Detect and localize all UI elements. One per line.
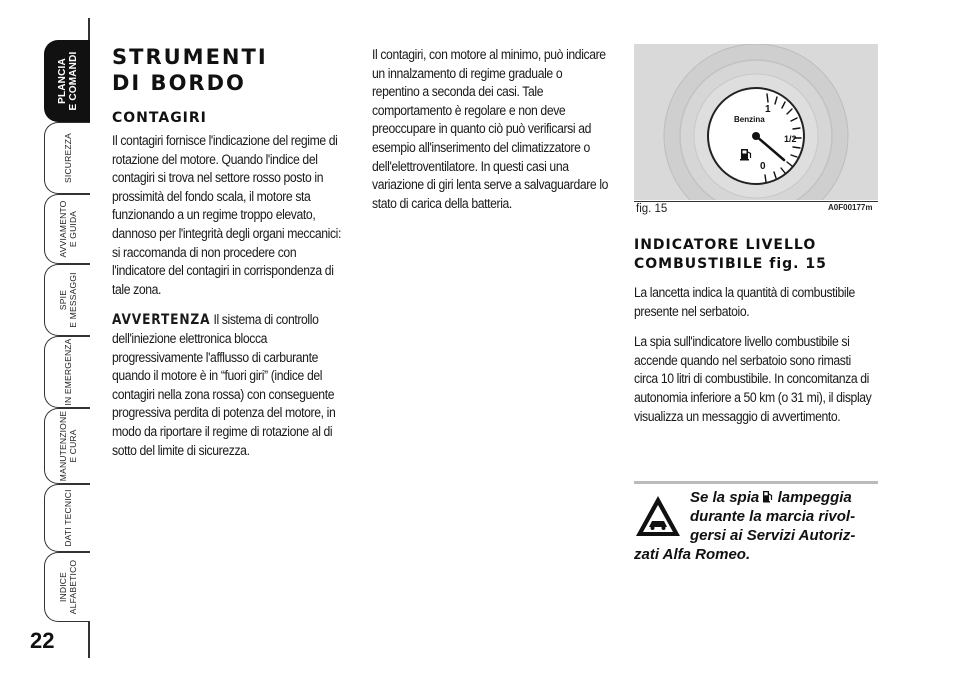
caution-text xyxy=(634,488,878,564)
column-1 xyxy=(112,44,350,472)
section-heading-indicatore-livello xyxy=(634,236,878,274)
tab-label: SPIE E MESSAGGI xyxy=(57,272,78,328)
paragraph-spia: La spia sull'indicatore livello combustibile si accende quando nel serbatoio sono rimasti circa 10 litri di combustibile. In concomitanza di autonomia inferiore a 50 km (o 31 mi), il display visualizza un messaggio di avvertimento. xyxy=(634,334,872,425)
gauge-mark-empty: 0 xyxy=(760,161,766,172)
page-title-line2: DI BORDO xyxy=(112,71,246,95)
tab-avviamento-e-guida[interactable] xyxy=(44,194,90,264)
gauge-mark-full: 1 xyxy=(765,104,771,115)
section-heading-contagiri: CONTAGIRI xyxy=(112,110,207,126)
avvertenza-keyword: AVVERTENZA xyxy=(112,312,211,329)
gauge-mark-half: 1/2 xyxy=(784,134,797,144)
tab-dati-tecnici[interactable] xyxy=(44,484,90,552)
caution-line-1a: Se la spia xyxy=(690,489,760,506)
tab-label: AVVIAMENTO E GUIDA xyxy=(57,200,78,258)
gauge-label: Benzina xyxy=(734,115,765,124)
caution-line-2: durante la marcia rivol- xyxy=(690,508,856,525)
tab-label: SICUREZZA xyxy=(62,133,73,183)
tab-spie-e-messaggi[interactable] xyxy=(44,264,90,336)
section-heading-line2: COMBUSTIBILE fig. 15 xyxy=(634,256,827,272)
caution-line-1 xyxy=(634,488,878,507)
avvertenza-text: Il sistema di controllo dell'iniezione elettronica blocca progressivamente l'afflusso di carburante quando il motore è in “fuori giri” (indice del contagiri nella zona rossa) con conseguente progressiva perdita di potenza del motore, in modo da riportare il regime di rotazione al di sotto del limite di sicurezza. xyxy=(112,312,336,459)
caution-line-4: zati Alfa Romeo. xyxy=(634,546,751,563)
tab-label: PLANCIA E COMANDI xyxy=(56,51,79,111)
tab-sicurezza[interactable] xyxy=(44,122,90,194)
caution-line-3: gersi ai Servizi Autoriz- xyxy=(690,527,856,544)
tab-label: IN EMERGENZA xyxy=(62,338,73,406)
page-title-line1: STRUMENTI xyxy=(112,45,268,69)
paragraph-contagiri: Il contagiri fornisce l'indicazione del regime di rotazione del motore. Quando l'indice del contagiri si trova nel settore rosso posto in prossimità del fondo scala, il motore sta funzionando a un regime troppo elevato, dannoso per l'integrità degli organi meccanici: si raccomanda di non procedere con l'indicatore del contagiri in corrispondenza di tale zona. xyxy=(112,133,341,298)
tab-manutenzione-e-cura[interactable] xyxy=(44,408,90,484)
paragraph-lancetta: La lancetta indica la quantità di combustibile presente nel serbatoio. xyxy=(634,285,855,320)
section-heading-line1: INDICATORE LIVELLO xyxy=(634,237,817,253)
column-2 xyxy=(372,46,612,225)
figure-rule xyxy=(634,201,878,202)
chapter-tabs xyxy=(0,0,92,692)
page-number: 22 xyxy=(30,628,55,653)
figure-caption: fig. 15 xyxy=(636,203,668,215)
tab-indice-alfabetico[interactable] xyxy=(44,552,90,622)
tab-in-emergenza[interactable] xyxy=(44,336,90,408)
fuel-pump-icon xyxy=(763,491,773,503)
paragraph-contagiri-minimo: Il contagiri, con motore al minimo, può indicare un innalzamento di regime graduale o repentino a seconda dei casi. Tale comportamento è regolare e non deve preoccupare in quanto ciò può verificarsi ad esempio all'inserimento del climatizzatore o dell'elettroventilatore. In questi casi una variazione di giri lenta serve a salvaguardare lo stato di carica della batteria. xyxy=(372,47,609,212)
paragraph-avvertenza xyxy=(112,311,349,460)
fuel-gauge-illustration xyxy=(634,44,878,200)
tab-label: DATI TECNICI xyxy=(62,489,73,547)
tab-label: MANUTENZIONE E CURA xyxy=(57,410,78,482)
tab-plancia-e-comandi[interactable] xyxy=(44,40,90,122)
caution-line-1b: lampeggia xyxy=(777,489,852,506)
figure-fuel-gauge xyxy=(634,44,878,200)
page-title xyxy=(112,44,350,96)
figure-code: A0F00177m xyxy=(828,203,873,212)
tab-label: INDICE ALFABETICO xyxy=(57,559,78,615)
column-3 xyxy=(634,236,878,438)
caution-top-rule xyxy=(634,481,878,484)
